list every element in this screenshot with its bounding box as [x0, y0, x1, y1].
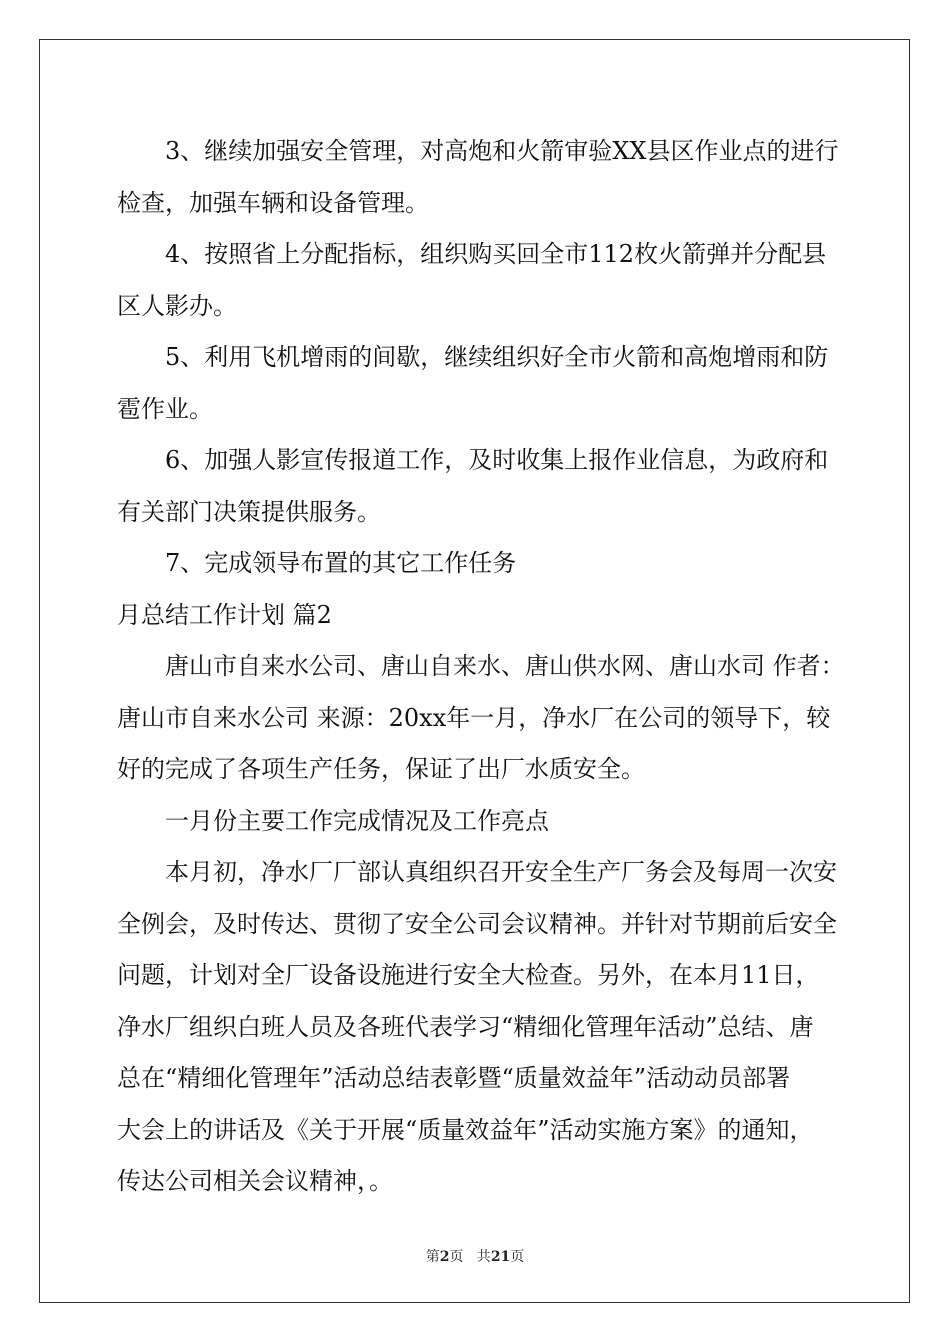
footer-mid: 页 共 — [449, 1249, 491, 1265]
text-line: 6、加强人影宣传报道工作，及时收集上报作业信息，为政府和 — [165, 446, 829, 474]
text-line: 好的完成了各项生产任务，保证了出厂水质安全。 — [117, 755, 645, 783]
text-line: 雹作业。 — [117, 394, 213, 423]
text-line: 一月份主要工作完成情况及工作亮点 — [165, 806, 549, 835]
page-footer — [0, 1248, 950, 1266]
text-line: 净水厂组织白班人员及各班代表学习“精细化管理年活动”总结、唐 — [117, 1012, 814, 1041]
text-line: 3、继续加强安全管理，对高炮和火箭审验XX县区作业点的进行 — [165, 137, 839, 165]
text-line: 区人影办。 — [117, 291, 237, 320]
text-line: 总在“精细化管理年”活动总结表彰暨“质量效益年”活动动员部署 — [117, 1064, 791, 1092]
footer-suffix: 页 — [510, 1249, 525, 1265]
text-line: 全例会，及时传达、贯彻了安全公司会议精神。并针对节期前后安全 — [117, 909, 837, 938]
footer-page-number: 2 — [439, 1249, 450, 1265]
text-line: 4、按照省上分配指标，组织购买回全市112枚火箭弹并分配县 — [165, 240, 827, 268]
text-line: 本月初，净水厂厂部认真组织召开安全生产厂务会及每周一次安 — [165, 858, 837, 886]
text-line: 7、完成领导布置的其它工作任务 — [165, 549, 517, 577]
text-line: 大会上的讲话及《关于开展“质量效益年”活动实施方案》的通知， — [117, 1115, 814, 1144]
footer-total-pages: 21 — [490, 1249, 511, 1265]
text-line: 唐山市自来水公司、唐山自来水、唐山供水网、唐山水司 作者： — [165, 652, 845, 680]
text-line: 唐山市自来水公司 来源：20xx年一月，净水厂在公司的领导下，较 — [117, 703, 831, 732]
text-line: 有关部门决策提供服务。 — [117, 497, 381, 526]
text-line: 5、利用飞机增雨的间歇，继续组织好全市火箭和高炮增雨和防 — [165, 343, 829, 371]
footer-prefix: 第 — [425, 1249, 440, 1265]
text-line: 检查，加强车辆和设备管理。 — [117, 188, 429, 217]
text-line: 问题，计划对全厂设备设施进行安全大检查。另外，在本月11日， — [117, 961, 820, 989]
text-line: 传达公司相关会议精神，。 — [117, 1167, 393, 1195]
text-line: 月总结工作计划 篇2 — [117, 600, 332, 629]
document-body — [117, 126, 845, 1208]
